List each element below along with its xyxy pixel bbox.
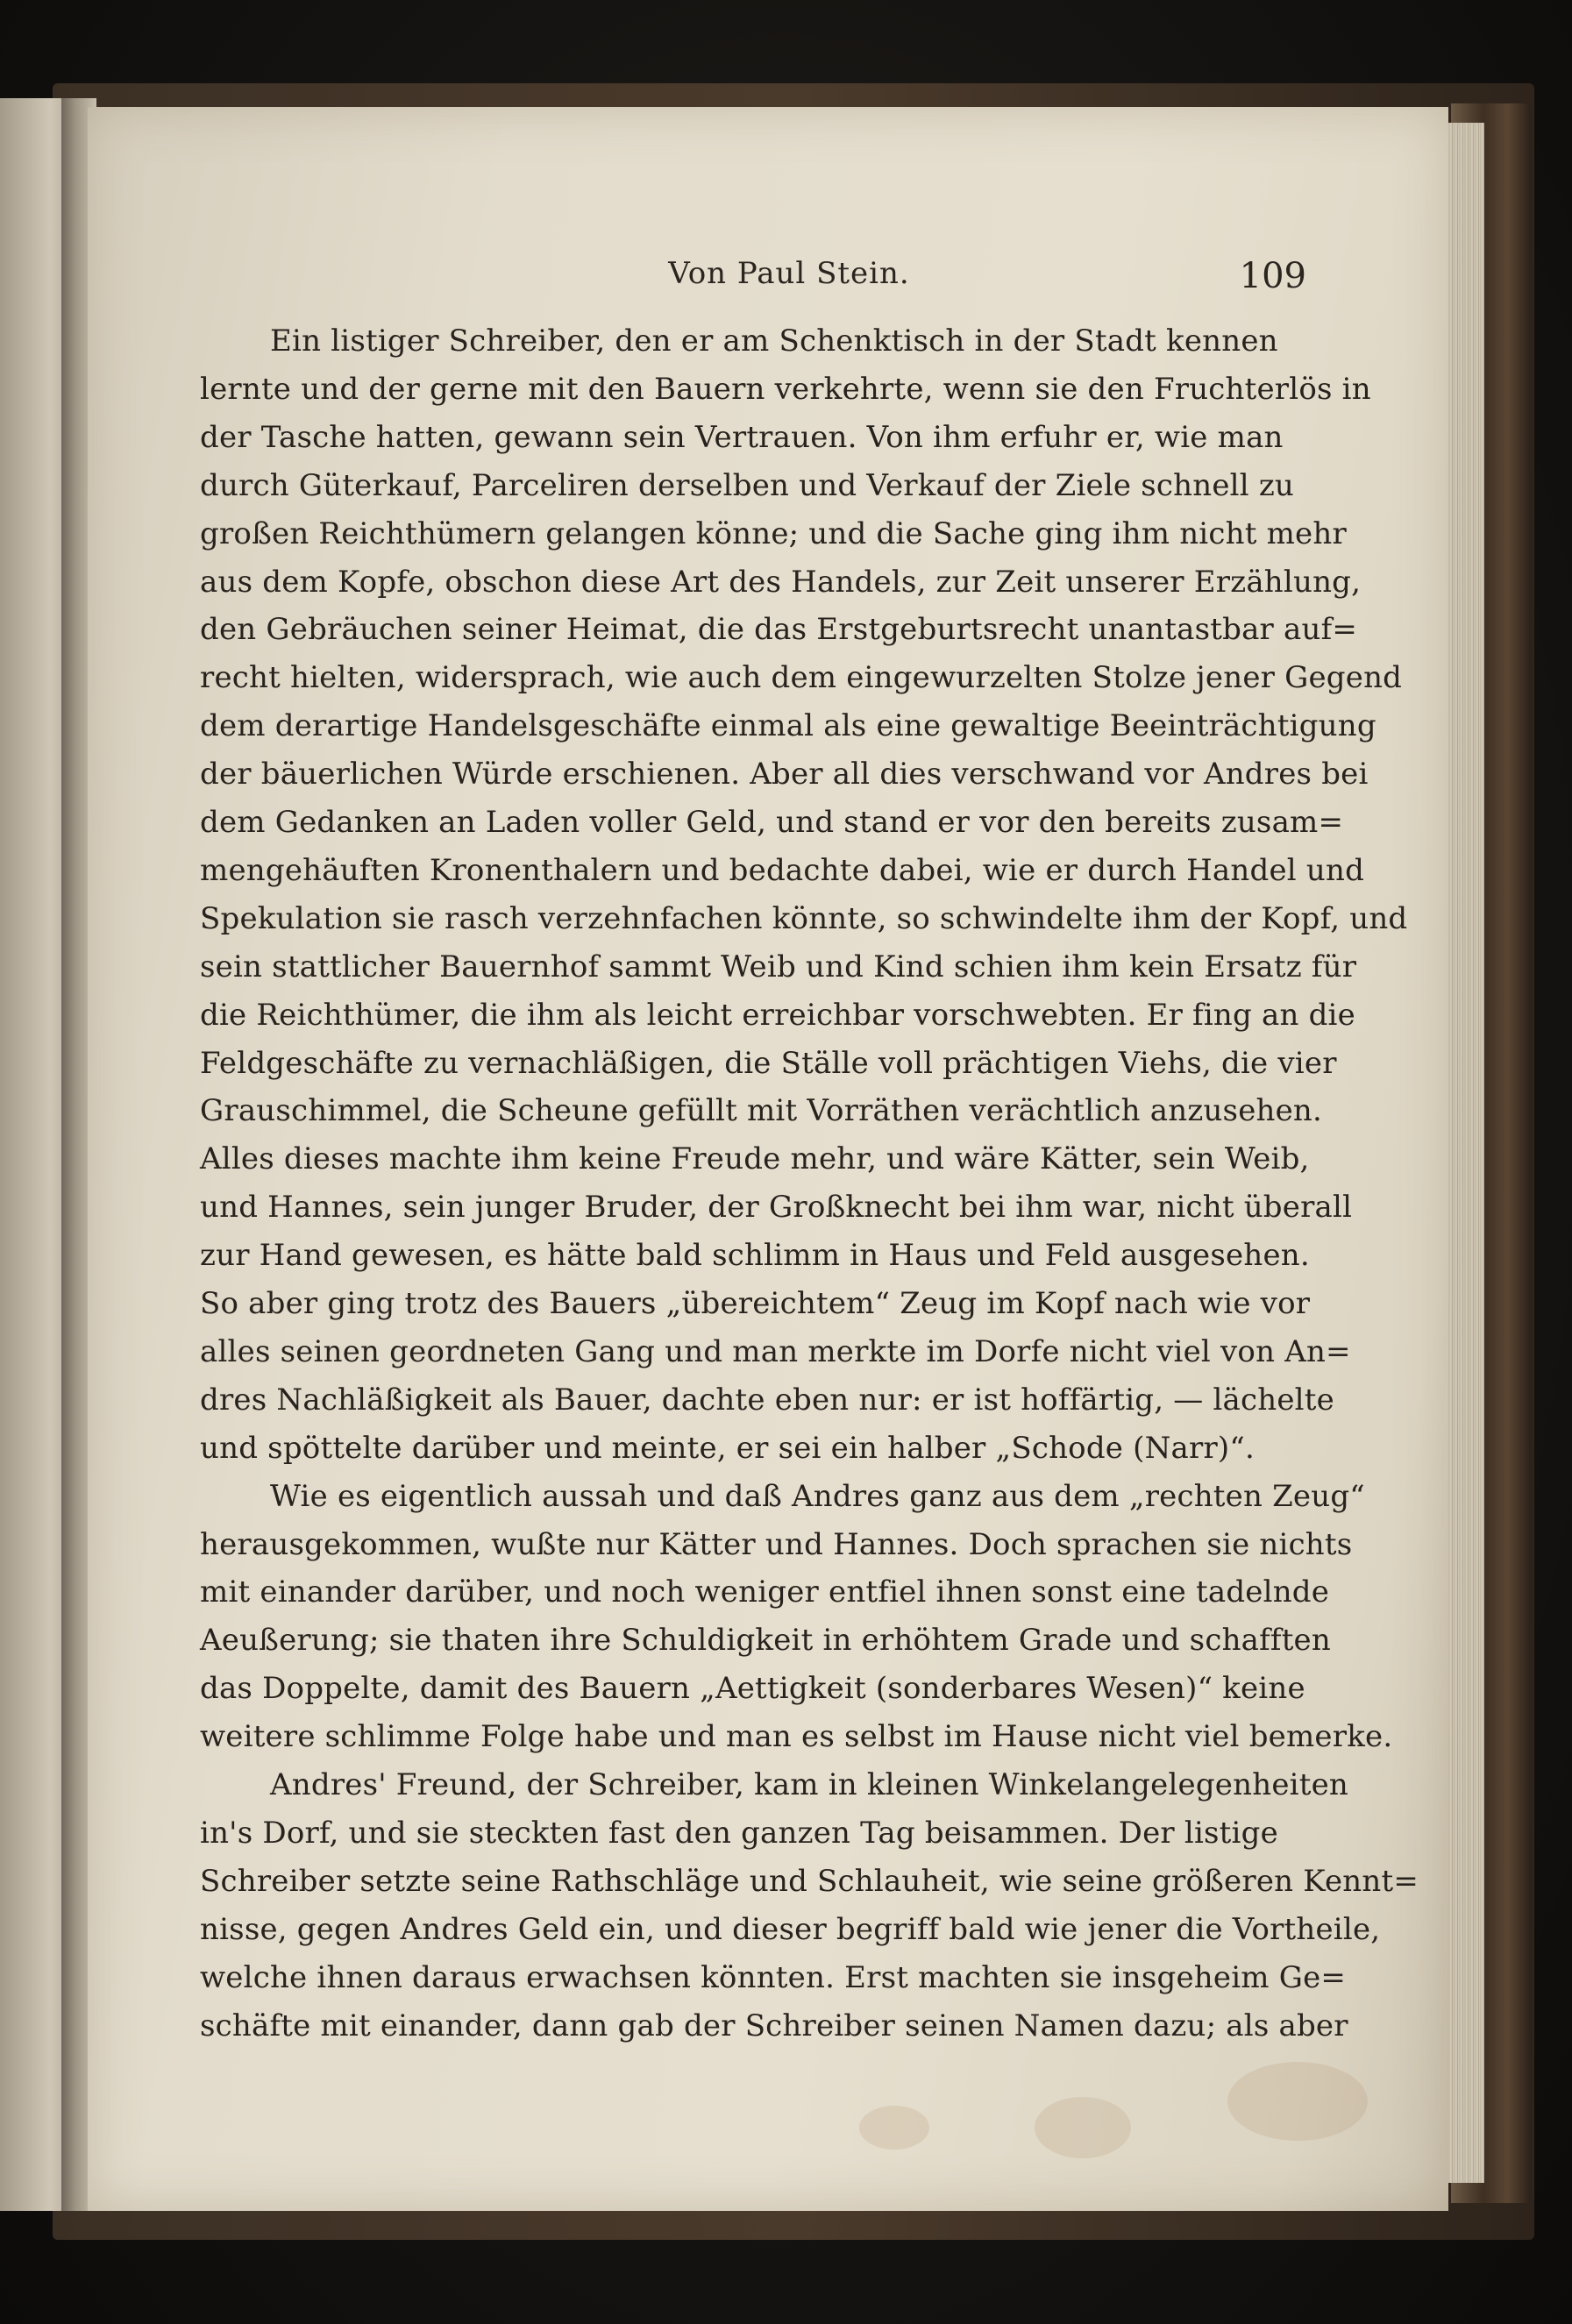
paper-stain xyxy=(1035,2097,1131,2158)
text-line: alles seinen geordneten Gang und man merkte im Dorfe nicht viel von An= xyxy=(200,1333,1351,1369)
text-line: Alles dieses machte ihm keine Freude mehr, und wäre Kätter, sein Weib, xyxy=(200,1141,1310,1177)
text-line: Schreiber setzte seine Rathschläge und Schlauheit, wie seine größeren Kennt= xyxy=(200,1863,1419,1899)
text-line: So aber ging trotz des Bauers „übereichtem“ Zeug im Kopf nach wie vor xyxy=(200,1286,1311,1321)
paper-stain xyxy=(859,2106,929,2150)
text-line: zur Hand gewesen, es hätte bald schlimm in Haus und Feld ausgesehen. xyxy=(200,1238,1310,1274)
text-line: dres Nachläßigkeit als Bauer, dachte eben nur: er ist hoffärtig, — lächelte xyxy=(200,1382,1334,1418)
text-line: Feldgeschäfte zu vernachläßigen, die Ställe voll prächtigen Viehs, die vier xyxy=(200,1045,1337,1081)
text-line: Ein listiger Schreiber, den er am Schenktisch in der Stadt kennen xyxy=(270,323,1278,359)
text-line: Aeußerung; sie thaten ihre Schuldigkeit in erhöhtem Grade und schafften xyxy=(200,1623,1331,1659)
page-edges xyxy=(1442,123,1484,2183)
text-line: herausgekommen, wußte nur Kätter und Hannes. Doch sprachen sie nichts xyxy=(200,1526,1353,1562)
text-line: großen Reichthümern gelangen könne; und die Sache ging ihm nicht mehr xyxy=(200,515,1347,551)
running-head: Von Paul Stein. xyxy=(668,256,910,291)
text-line: der Tasche hatten, gewann sein Vertrauen. Von ihm erfuhr er, wie man xyxy=(200,419,1284,455)
text-line: nisse, gegen Andres Geld ein, und dieser begriff bald wie jener die Vortheile, xyxy=(200,1911,1381,1947)
text-line: weitere schlimme Folge habe und man es selbst im Hause nicht viel bemerke. xyxy=(200,1719,1393,1755)
text-line: dem Gedanken an Laden voller Geld, und stand er vor den bereits zusam= xyxy=(200,805,1344,840)
text-line: in's Dorf, und sie steckten fast den ganzen Tag beisammen. Der listige xyxy=(200,1815,1278,1851)
text-line: durch Güterkauf, Parceliren derselben und Verkauf der Ziele schnell zu xyxy=(200,467,1295,503)
text-line: aus dem Kopfe, obschon diese Art des Handels, zur Zeit unserer Erzählung, xyxy=(200,564,1362,600)
text-line: der bäuerlichen Würde erschienen. Aber all dies verschwand vor Andres bei xyxy=(200,757,1369,792)
text-line: Andres' Freund, der Schreiber, kam in kleinen Winkelangelegenheiten xyxy=(270,1767,1348,1802)
paper-stain xyxy=(1227,2062,1368,2141)
text-line: Spekulation sie rasch verzehnfachen könnte, so schwindelte ihm der Kopf, und xyxy=(200,900,1408,936)
text-line: mengehäuften Kronenthalern und bedachte dabei, wie er durch Handel und xyxy=(200,852,1365,888)
text-line: recht hielten, widersprach, wie auch dem eingewurzelten Stolze jener Gegend xyxy=(200,660,1403,696)
text-line: sein stattlicher Bauernhof sammt Weib und Kind schien ihm kein Ersatz für xyxy=(200,949,1357,984)
text-line: Wie es eigentlich aussah und daß Andres ganz aus dem „rechten Zeug“ xyxy=(270,1478,1365,1514)
text-line: lernte und der gerne mit den Bauern verkehrte, wenn sie den Fruchterlös in xyxy=(200,371,1371,407)
text-line: mit einander darüber, und noch weniger entfiel ihnen sonst eine tadelnde xyxy=(200,1574,1330,1610)
text-line: welche ihnen daraus erwachsen könnten. Erst machten sie insgeheim Ge= xyxy=(200,1959,1347,1995)
text-line: dem derartige Handelsgeschäfte einmal als eine gewaltige Beeinträchtigung xyxy=(200,708,1376,744)
page-header xyxy=(88,256,1448,309)
text-line: die Reichthümer, die ihm als leicht erreichbar vorschwebten. Er fing an die xyxy=(200,997,1355,1033)
text-line: Grauschimmel, die Scheune gefüllt mit Vorräthen verächtlich anzusehen. xyxy=(200,1093,1323,1129)
page-number: 109 xyxy=(1239,256,1306,296)
text-line: den Gebräuchen seiner Heimat, die das Erstgeburtsrecht unantastbar auf= xyxy=(200,612,1358,648)
text-line: schäfte mit einander, dann gab der Schreiber seinen Namen dazu; als aber xyxy=(200,2008,1348,2043)
text-line: und spöttelte darüber und meinte, er sei ein halber „Schode (Narr)“. xyxy=(200,1430,1255,1466)
text-line: und Hannes, sein junger Bruder, der Großknecht bei ihm war, nicht überall xyxy=(200,1190,1353,1226)
text-line: das Doppelte, damit des Bauern „Aettigkeit (sonderbares Wesen)“ keine xyxy=(200,1671,1305,1707)
body-text xyxy=(200,317,1419,2062)
